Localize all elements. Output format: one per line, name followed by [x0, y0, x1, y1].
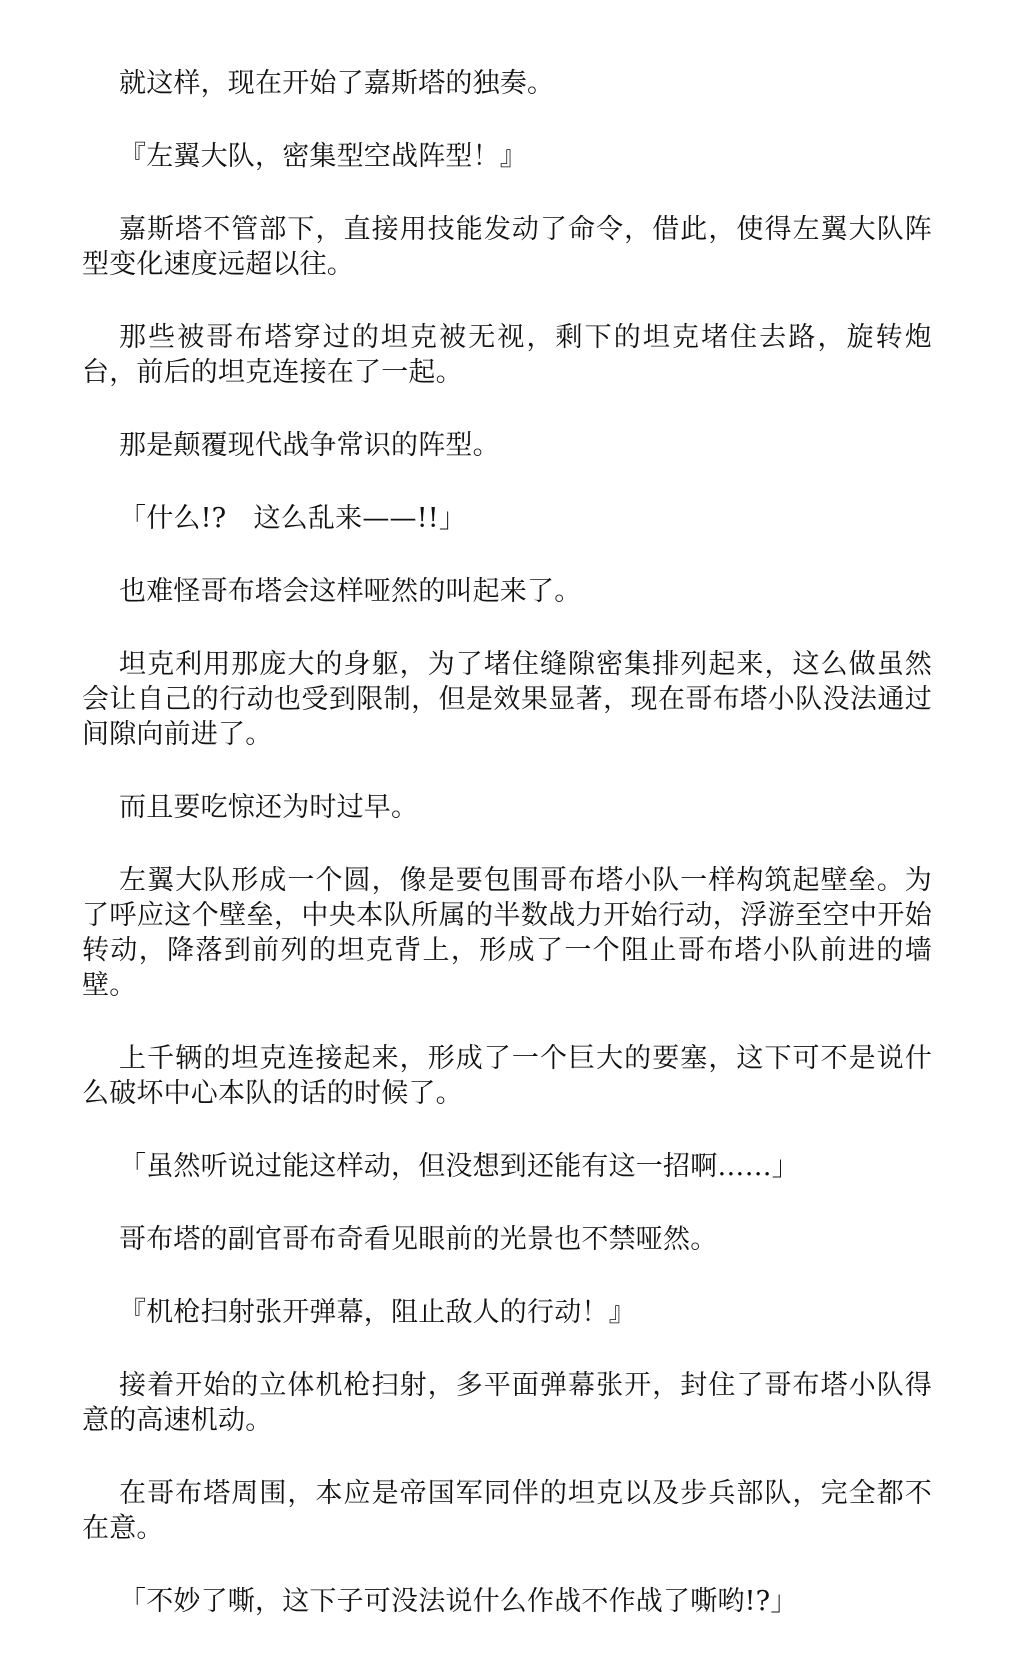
- paragraph: 左翼大队形成一个圆，像是要包围哥布塔小队一样构筑起壁垒。为了呼应这个壁垒，中央本队所属的半数战力开始行动，浮游至空中开始转动，降落到前列的坦克背上，形成了一个阻止哥布塔小队前进的墙壁。: [82, 865, 932, 1001]
- paragraph: 「什么!? 这么乱来——!!」: [119, 503, 467, 534]
- document-page: [82, 66, 932, 1657]
- paragraph: 也难怪哥布塔会这样哑然的叫起来了。: [119, 576, 582, 607]
- paragraph: 那些被哥布塔穿过的坦克被无视，剩下的坦克堵住去路，旋转炮台，前后的坦克连接在了一起。: [82, 322, 932, 388]
- paragraph: 在哥布塔周围，本应是帝国军同伴的坦克以及步兵部队，完全都不在意。: [82, 1478, 932, 1544]
- paragraph: 而且要吃惊还为时过早。: [119, 792, 419, 823]
- paragraph: 嘉斯塔不管部下，直接用技能发动了命令，借此，使得左翼大队阵型变化速度远超以往。: [82, 214, 932, 280]
- paragraph: 那是颠覆现代战争常识的阵型。: [119, 430, 500, 461]
- paragraph: 哥布塔的副官哥布奇看见眼前的光景也不禁哑然。: [119, 1224, 718, 1255]
- paragraph: 『机枪扫射张开弹幕，阻止敌人的行动！』: [119, 1297, 636, 1328]
- paragraph: 「虽然听说过能这样动，但没想到还能有这一招啊……」: [119, 1151, 799, 1182]
- paragraph: 坦克利用那庞大的身躯，为了堵住缝隙密集排列起来，这么做虽然会让自己的行动也受到限制，但是效果显著，现在哥布塔小队没法通过间隙向前进了。: [82, 649, 932, 750]
- paragraph: 就这样，现在开始了嘉斯塔的独奏。: [119, 68, 555, 99]
- paragraph: 「不妙了嘶，这下子可没法说什么作战不作战了嘶哟!?」: [119, 1586, 798, 1617]
- paragraph: 上千辆的坦克连接起来，形成了一个巨大的要塞，这下可不是说什么破坏中心本队的话的时候了。: [82, 1043, 932, 1109]
- paragraph: 『左翼大队，密集型空战阵型！』: [119, 141, 527, 172]
- paragraph: 接着开始的立体机枪扫射，多平面弹幕张开，封住了哥布塔小队得意的高速机动。: [82, 1370, 932, 1436]
